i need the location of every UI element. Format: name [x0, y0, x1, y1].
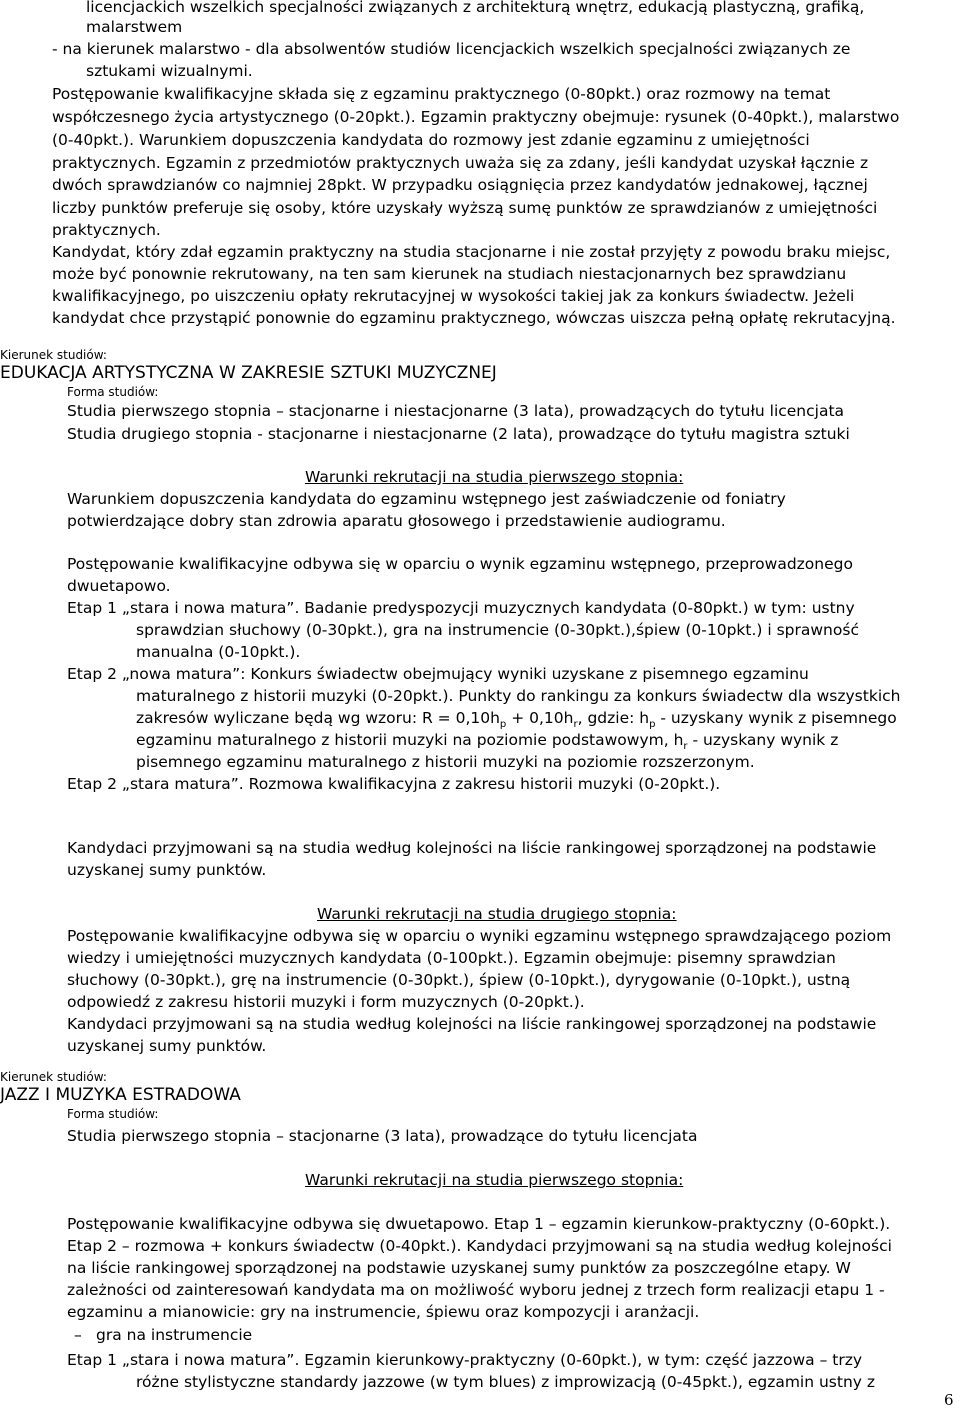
text-line: kandydat chce przystąpić ponownie do egzaminu praktycznego, wówczas uiszcza pełną opłatę rekrutacyjną.	[52, 309, 896, 327]
text-line: słuchowy (0-30pkt.), grę na instrumencie (0-30pkt.), śpiew (0-10pkt.), dyrygowanie (0-10pkt.), ustną	[67, 971, 851, 989]
text-line: wiedzy i umiejętności muzycznych kandydata (0-100pkt.). Egzamin obejmuje: pisemny sprawdzian	[67, 949, 836, 967]
forma-label: Forma studiów:	[67, 1107, 159, 1121]
text-line: kwalifikacyjnego, po uiszczeniu opłaty rekrutacyjnej w wysokości takiej jak za konkurs świadectw. Jeżeli	[52, 287, 855, 305]
text-line: dwóch sprawdzianów co najmniej 28pkt. W przypadku osiągnięcia przez kandydatów jednakowej, łącznej	[52, 176, 868, 194]
text-line: zależności od zainteresowań kandydata ma on możliwość wyboru jednej z trzech form realizacji etapu 1 -	[67, 1281, 885, 1299]
text-line: Kandydaci przyjmowani są na studia według kolejności na liście rankingowej sporządzonej na podstawie	[67, 839, 877, 857]
text-line: manualna (0-10pkt.).	[136, 643, 301, 661]
text-line: licencjackich wszelkich specjalności związanych z architekturą wnętrz, edukacją plastyczną, grafiką,	[86, 0, 865, 16]
text-line: Warunkiem dopuszczenia kandydata do egzaminu wstępnego jest zaświadczenie od foniatry	[67, 490, 786, 508]
text-line: może być ponownie rekrutowany, na ten sam kierunek na studiach niestacjonarnych bez sprawdzianu	[52, 265, 847, 283]
kierunek-title: EDUKACJA ARTYSTYCZNA W ZAKRESIE SZTUKI MUZYCZNEJ	[0, 363, 497, 383]
text-line: Postępowanie kwalifikacyjne odbywa się w oparciu o wynik egzaminu wstępnego, przeprowadzonego	[67, 555, 853, 573]
text-line: dwuetapowo.	[67, 577, 171, 595]
text-line: - na kierunek malarstwo - dla absolwentów studiów licencjackich wszelkich specjalności związanych ze	[52, 40, 851, 58]
text-line: uzyskanej sumy punktów.	[67, 861, 267, 879]
text-line: Kandydat, który zdał egzamin praktyczny na studia stacjonarne i nie został przyjęty z powodu braku miejsc,	[52, 243, 891, 261]
text-line: Etap 2 – rozmowa + konkurs świadectw (0-40pkt.). Kandydaci przyjmowani są na studia według kolejności	[67, 1237, 892, 1255]
text-line: pisemnego egzaminu maturalnego z historii muzyki na poziomie rozszerzonym.	[136, 753, 755, 771]
text-line: uzyskanej sumy punktów.	[67, 1037, 267, 1055]
text-line: różne stylistyczne standardy jazzowe (w tym blues) z improwizacją (0-45pkt.), egzamin ustny z	[136, 1373, 876, 1391]
kierunek-title: JAZZ I MUZYKA ESTRADOWA	[0, 1085, 241, 1105]
text-line: (0-40pkt.). Warunkiem dopuszczenia kandydata do rozmowy jest zdanie egzaminu z umiejętności	[52, 131, 810, 149]
text-line: Postępowanie kwalifikacyjne odbywa się w oparciu o wyniki egzaminu wstępnego sprawdzającego poziom	[67, 927, 892, 945]
text-line: Etap 2 „stara matura”. Rozmowa kwalifikacyjna z zakresu historii muzyki (0-20pkt.).	[67, 775, 721, 793]
text-line: sztukami wizualnymi.	[86, 62, 253, 80]
section-heading: Warunki rekrutacji na studia pierwszego stopnia:	[305, 468, 684, 486]
kierunek-label: Kierunek studiów:	[0, 348, 107, 362]
text-line: sprawdzian słuchowy (0-30pkt.), gra na instrumencie (0-30pkt.),śpiew (0-10pkt.) i sprawność	[136, 621, 859, 639]
formula-line: zakresów wyliczane będą wg wzoru: $R = 0,10h_p + 0,10h_r$, gdzie: $h_p$ - uzyskany wynik z pisemnego	[136, 709, 897, 730]
bullet-item: gra na instrumencie	[96, 1326, 253, 1344]
kierunek-label: Kierunek studiów:	[0, 1070, 107, 1084]
text-line: egzaminu a mianowicie: gry na instrumencie, śpiewu oraz kompozycji i aranżacji.	[67, 1303, 700, 1321]
text-line: współczesnego życia artystycznego (0-20pkt.). Egzamin praktyczny obejmuje: rysunek (0-40pkt.), malarstwo	[52, 108, 900, 126]
section-heading: Warunki rekrutacji na studia drugiego stopnia:	[317, 905, 677, 923]
text-line: malarstwem	[86, 18, 183, 36]
text-line: Studia pierwszego stopnia – stacjonarne (3 lata), prowadzące do tytułu licencjata	[67, 1127, 698, 1145]
text-line: potwierdzające dobry stan zdrowia aparatu głosowego i przedstawienie audiogramu.	[67, 512, 726, 530]
text-line: praktycznych.	[52, 221, 161, 239]
text-line: Studia pierwszego stopnia – stacjonarne i niestacjonarne (3 lata), prowadzących do tytułu licencjata	[67, 402, 845, 420]
text-line: Postępowanie kwalifikacyjne odbywa się dwuetapowo. Etap 1 – egzamin kierunkow-praktyczny (0-60pkt.).	[67, 1215, 891, 1233]
section-heading: Warunki rekrutacji na studia pierwszego stopnia:	[305, 1171, 684, 1189]
text-line: na liście rankingowej sporządzonej na podstawie uzyskanej sumy punktów za poszczególne etapy. W	[67, 1259, 851, 1277]
text-line: Etap 2 „nowa matura”: Konkurs świadectw obejmujący wyniki uzyskane z pisemnego egzaminu	[67, 665, 809, 683]
text-line: Postępowanie kwalifikacyjne składa się z egzaminu praktycznego (0-80pkt.) oraz rozmowy na temat	[52, 85, 831, 103]
text-line: Etap 1 „stara i nowa matura”. Egzamin kierunkowy-praktyczny (0-60pkt.), w tym: część jazzowa – trzy	[67, 1351, 863, 1369]
text-line: Studia drugiego stopnia - stacjonarne i niestacjonarne (2 lata), prowadzące do tytułu magistra sztuki	[67, 425, 850, 443]
text-line: odpowiedź z zakresu historii muzyki i form muzycznych (0-20pkt.).	[67, 993, 585, 1011]
text-line: liczby punktów preferuje się osoby, które uzyskały wyższą sumę punktów ze sprawdzianów z umiejętności	[52, 199, 878, 217]
text-line: Etap 1 „stara i nowa matura”. Badanie predyspozycji muzycznych kandydata (0-80pkt.) w tym: ustny	[67, 599, 855, 617]
forma-label: Forma studiów:	[67, 385, 159, 399]
page-number: 6	[944, 1391, 954, 1409]
text-line: maturalnego z historii muzyki (0-20pkt.). Punkty do rankingu za konkurs świadectw dla wszystkich	[136, 687, 901, 705]
bullet-mark: –	[74, 1326, 82, 1344]
text-line: praktycznych. Egzamin z przedmiotów praktycznych uważa się za zdany, jeśli kandydat uzyskał łącznie z	[52, 154, 869, 172]
text-line: Kandydaci przyjmowani są na studia według kolejności na liście rankingowej sporządzonej na podstawie	[67, 1015, 877, 1033]
text-line: egzaminu maturalnego z historii muzyki na poziomie podstawowym, $h_r$ - uzyskany wynik z	[136, 731, 839, 752]
